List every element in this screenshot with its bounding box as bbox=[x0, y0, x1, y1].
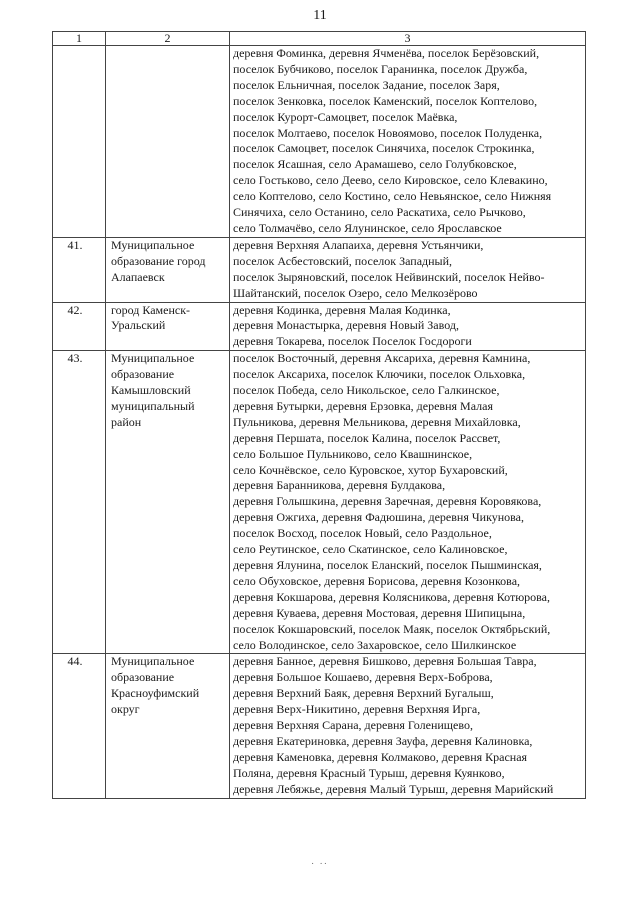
settlement-line: село Кочнёвское, село Куровское, хутор Бухаровский, bbox=[233, 462, 508, 477]
row-number-cell: 42. bbox=[53, 302, 106, 351]
settlement-line: село Толмачёво, село Ялунинское, село Ярославское bbox=[233, 220, 502, 235]
municipality-line: Уральский bbox=[111, 318, 166, 333]
settlement-line: деревня Токарева, поселок Поселок Госдороги bbox=[233, 334, 472, 349]
settlement-line: деревня Кокшарова, деревня Колясникова, деревня Котюрова, bbox=[233, 589, 551, 604]
settlement-line: Шайтанский, поселок Озеро, село Мелкозёрово bbox=[233, 285, 478, 300]
column-header-municipality: 2 bbox=[106, 32, 230, 46]
settlement-line: поселок Бубчиково, поселок Гаранинка, поселок Дружба, bbox=[233, 61, 528, 76]
table-row bbox=[53, 351, 586, 654]
municipality-cell bbox=[106, 351, 230, 654]
settlement-line: деревня Большое Кошаево, деревня Верх-Боброва, bbox=[233, 670, 493, 685]
row-number-cell: 43. bbox=[53, 351, 106, 654]
settlement-line: поселок Ясашная, село Арамашево, село Голубковское, bbox=[233, 157, 517, 172]
municipality-line: Алапаевск bbox=[111, 269, 165, 284]
page-footer-mark: . .. bbox=[311, 856, 329, 866]
settlements-cell bbox=[230, 351, 586, 654]
column-header-settlements: 3 bbox=[230, 32, 586, 46]
settlement-line: деревня Фоминка, деревня Ячменёва, поселок Берёзовский, bbox=[233, 46, 540, 60]
settlement-line: поселок Аксариха, поселок Ключики, поселок Ольховка, bbox=[233, 367, 526, 382]
row-number-cell: 44. bbox=[53, 654, 106, 798]
settlement-line: Синячиха, село Останино, село Раскатиха, село Рычково, bbox=[233, 205, 526, 220]
settlement-line: поселок Самоцвет, поселок Синячиха, поселок Строкинка, bbox=[233, 141, 535, 156]
settlement-line: поселок Зенковка, поселок Каменский, поселок Коптелово, bbox=[233, 93, 538, 108]
settlement-line: поселок Победа, село Никольское, село Галкинское, bbox=[233, 383, 500, 398]
municipality-line: Муниципальное bbox=[111, 654, 195, 669]
settlement-line: село Большое Пульниково, село Квашнинское, bbox=[233, 446, 473, 461]
settlement-line: деревня Монастырка, деревня Новый Завод, bbox=[233, 318, 459, 333]
settlement-line: деревня Верх-Никитино, деревня Верхняя Ирга, bbox=[233, 702, 481, 717]
settlement-line: деревня Каменовка, деревня Колмаково, деревня Красная bbox=[233, 749, 528, 764]
settlements-cell bbox=[230, 237, 586, 302]
settlement-line: деревня Ожгиха, деревня Фадюшина, деревня Чикунова, bbox=[233, 510, 524, 525]
municipality-line: муниципальный bbox=[111, 398, 195, 413]
settlement-line: село Володинское, село Захаровское, село Шилкинское bbox=[233, 637, 517, 652]
settlement-line: поселок Восход, поселок Новый, село Раздольное, bbox=[233, 526, 492, 541]
settlement-line: поселок Молтаево, поселок Новоямово, поселок Полуденка, bbox=[233, 125, 543, 140]
settlement-line: деревня Першата, поселок Калина, поселок Рассвет, bbox=[233, 430, 501, 445]
settlement-line: поселок Ельничная, поселок Задание, поселок Заря, bbox=[233, 77, 500, 92]
municipality-line: Муниципальное bbox=[111, 351, 195, 366]
settlements-cell bbox=[230, 302, 586, 351]
settlement-line: поселок Асбестовский, поселок Западный, bbox=[233, 253, 453, 268]
settlement-line: деревня Верхний Баяк, деревня Верхний Бугалыш, bbox=[233, 686, 494, 701]
settlements-cell bbox=[230, 46, 586, 238]
settlement-line: деревня Верхняя Сарана, деревня Голенищево, bbox=[233, 718, 473, 733]
settlement-line: деревня Верхняя Алапаиха, деревня Устьянчики, bbox=[233, 237, 484, 252]
settlement-line: деревня Бутырки, деревня Ерзовка, деревня Малая bbox=[233, 398, 493, 413]
settlement-line: деревня Екатериновка, деревня Зауфа, деревня Калиновка, bbox=[233, 733, 533, 748]
settlement-line: деревня Банное, деревня Бишково, деревня Большая Тавра, bbox=[233, 654, 537, 669]
settlement-line: деревня Лебяжье, деревня Малый Турыш, деревня Марийский bbox=[233, 781, 554, 796]
settlement-line: деревня Голышкина, деревня Заречная, деревня Коровякова, bbox=[233, 494, 542, 509]
municipality-line: образование bbox=[111, 367, 175, 382]
settlements-cell bbox=[230, 654, 586, 798]
settlement-line: деревня Ялунина, поселок Еланский, поселок Пышминская, bbox=[233, 558, 542, 572]
column-header-number: 1 bbox=[53, 32, 106, 46]
settlement-line: село Коптелово, село Костино, село Невьянское, село Нижняя bbox=[233, 189, 552, 204]
settlements-table bbox=[52, 31, 586, 799]
settlement-line: поселок Курорт-Самоцвет, поселок Маёвка, bbox=[233, 109, 458, 124]
settlement-line: поселок Зыряновский, поселок Нейвинский, поселок Нейво- bbox=[233, 269, 545, 284]
settlement-line: деревня Куваева, деревня Мостовая, деревня Шипицына, bbox=[233, 605, 526, 620]
page-number: 11 bbox=[313, 8, 327, 23]
settlement-line: поселок Кокшаровский, поселок Маяк, поселок Октябрьский, bbox=[233, 621, 551, 636]
table-row bbox=[53, 237, 586, 302]
table-row bbox=[53, 302, 586, 351]
municipality-line: образование bbox=[111, 670, 175, 685]
settlement-line: поселок Восточный, деревня Аксариха, деревня Камнина, bbox=[233, 351, 531, 366]
table-row bbox=[53, 654, 586, 798]
row-number-cell bbox=[53, 46, 106, 238]
municipality-line: Муниципальное bbox=[111, 237, 195, 252]
municipality-line: Камышловский bbox=[111, 383, 191, 398]
settlement-line: село Обуховское, деревня Борисова, деревня Козонкова, bbox=[233, 573, 521, 588]
table-row bbox=[53, 46, 586, 238]
municipality-cell bbox=[106, 46, 230, 238]
municipality-line: Красноуфимский bbox=[111, 686, 200, 701]
municipality-cell bbox=[106, 237, 230, 302]
settlement-line: деревня Кодинка, деревня Малая Кодинка, bbox=[233, 302, 451, 317]
row-number-cell: 41. bbox=[53, 237, 106, 302]
municipality-cell bbox=[106, 302, 230, 351]
settlement-line: Пульникова, деревня Мельникова, деревня Михайловка, bbox=[233, 414, 521, 429]
municipality-line: город Каменск- bbox=[111, 302, 191, 317]
municipality-line: район bbox=[111, 414, 142, 429]
settlement-line: деревня Баранникова, деревня Булдакова, bbox=[233, 478, 446, 493]
municipality-line: образование город bbox=[111, 253, 206, 268]
settlement-line: Поляна, деревня Красный Турыш, деревня Куянково, bbox=[233, 765, 505, 780]
municipality-line: округ bbox=[111, 702, 140, 717]
settlement-line: село Гостьково, село Деево, село Кировское, село Клевакино, bbox=[233, 173, 548, 188]
settlement-line: село Реутинское, село Скатинское, село Калиновское, bbox=[233, 542, 508, 557]
municipality-cell bbox=[106, 654, 230, 798]
table-header-row bbox=[53, 32, 586, 46]
